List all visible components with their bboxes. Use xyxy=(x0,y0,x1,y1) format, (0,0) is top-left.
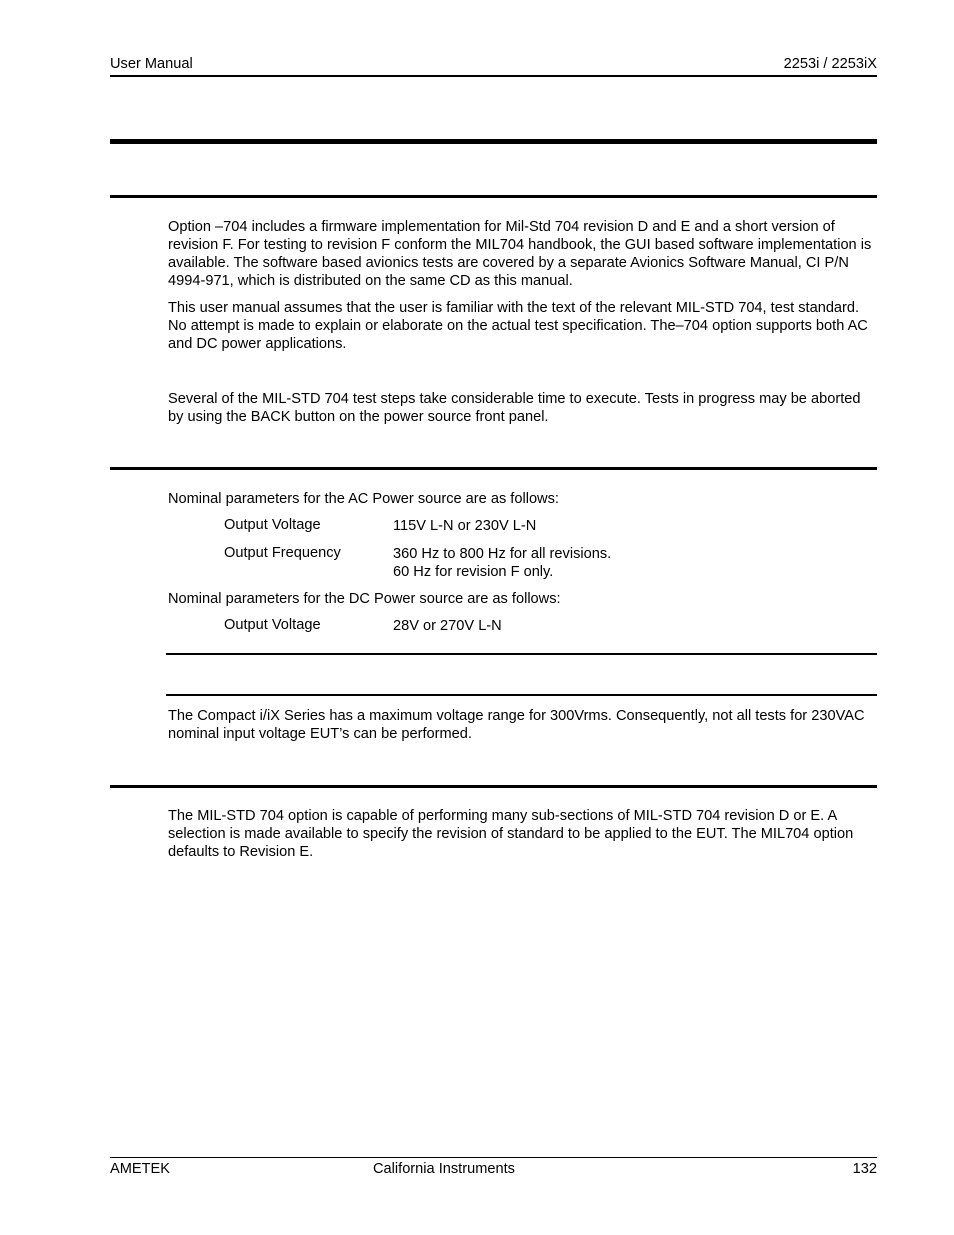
ac-output-frequency-value xyxy=(393,545,611,581)
header-right: 2253i / 2253iX xyxy=(783,56,877,72)
limitation-paragraph: The Compact i/iX Series has a maximum voltage range for 300Vrms. Consequently, not all tests for 230VAC nominal input voltage EUT’s can be performed. xyxy=(168,708,865,742)
footer-center: California Instruments xyxy=(373,1161,515,1177)
page-number: 132 xyxy=(852,1161,877,1177)
ac-intro-text: Nominal parameters for the AC Power source are as follows: xyxy=(168,491,559,507)
section-rule-2 xyxy=(110,467,877,470)
footer-left: AMETEK xyxy=(110,1161,171,1177)
note-rule-bottom xyxy=(166,694,877,696)
intro-paragraph-3: Several of the MIL-STD 704 test steps take considerable time to execute. Tests in progress may be aborted by using the BACK button on the power source front panel. xyxy=(168,391,861,425)
ac-output-frequency-label: Output Frequency xyxy=(224,545,341,561)
ac-output-voltage-value: 115V L-N or 230V L-N xyxy=(393,518,537,534)
revisions-paragraph: The MIL-STD 704 option is capable of performing many sub-sections of MIL-STD 704 revision D or E. A selection is made available to specify the revision of standard to be applied to the EUT. The MIL704 option defaults to Revision E. xyxy=(168,808,854,860)
section-rule-1 xyxy=(110,195,877,198)
header-rule xyxy=(110,75,877,77)
chapter-rule-thick xyxy=(110,139,877,144)
dc-output-voltage-label: Output Voltage xyxy=(224,617,321,633)
intro-paragraph-2: This user manual assumes that the user is familiar with the text of the relevant MIL-STD 704, test standard. No attempt is made to explain or elaborate on the actual test specification. The–704 option supports both AC and DC power applications. xyxy=(168,300,868,352)
dc-output-voltage-value: 28V or 270V L-N xyxy=(393,618,502,634)
ac-output-frequency-line-1: 360 Hz to 800 Hz for all revisions. xyxy=(393,546,612,562)
footer-rule xyxy=(110,1157,877,1158)
intro-paragraph-1: Option –704 includes a firmware implementation for Mil-Std 704 revision D and E and a short version of revision F. For testing to revision F conform the MIL704 handbook, the GUI based software implementation is available. The software based avionics tests are covered by a separate Avionics Software Manual, CI P/N 4994-971, which is distributed on the same CD as this manual. xyxy=(168,219,872,289)
header-left: User Manual xyxy=(110,56,193,72)
dc-intro-text: Nominal parameters for the DC Power source are as follows: xyxy=(168,591,561,607)
ac-output-voltage-label: Output Voltage xyxy=(224,517,321,533)
ac-output-frequency-line-2: 60 Hz for revision F only. xyxy=(393,564,554,580)
note-rule-top xyxy=(166,653,877,655)
section-rule-3 xyxy=(110,785,877,788)
